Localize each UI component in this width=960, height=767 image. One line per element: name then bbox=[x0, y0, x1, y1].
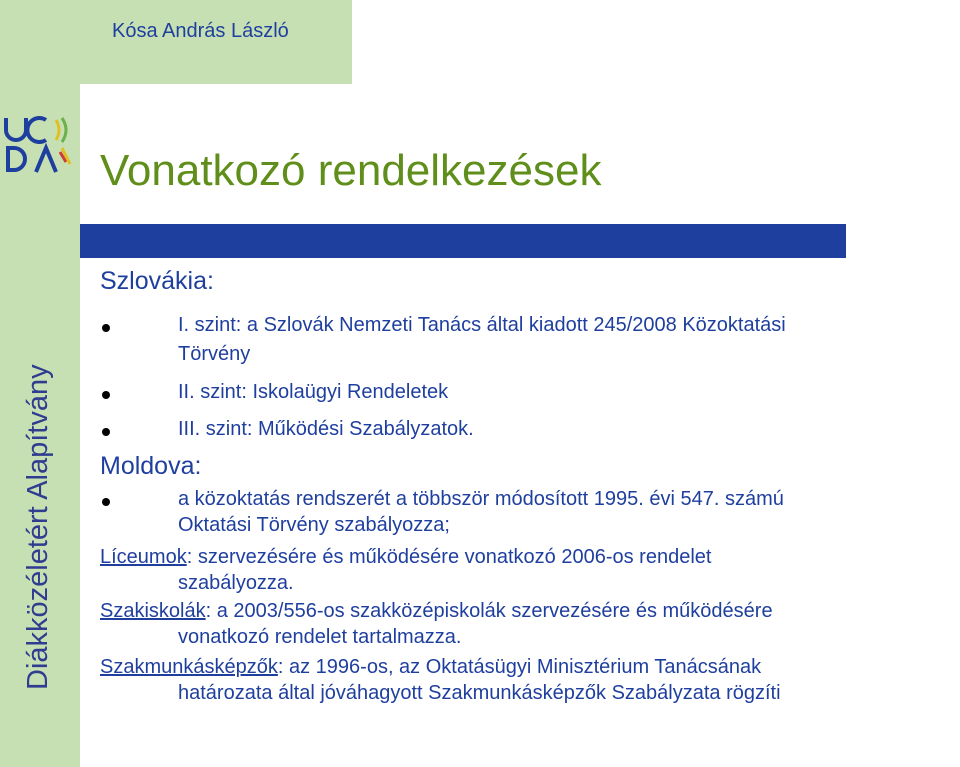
list-item-line: I. szint: a Szlovák Nemzeti Tanács által kiadott 245/2008 Közoktatási bbox=[178, 314, 786, 336]
definition-line-cont: szabályozza. bbox=[178, 572, 294, 594]
term-szakmunkaskepzok: Szakmunkásképzők bbox=[100, 656, 278, 678]
list-item-line: II. szint: Iskolaügyi Rendeletek bbox=[178, 381, 449, 403]
section-heading-moldova: Moldova: bbox=[100, 452, 202, 480]
term-liceumok: Líceumok bbox=[100, 546, 187, 568]
list-item-line: III. szint: Működési Szabályzatok. bbox=[178, 418, 474, 440]
bullet-icon bbox=[102, 324, 110, 332]
section-heading-slovakia: Szlovákia: bbox=[100, 267, 214, 295]
definition-line: Szakmunkásképzők: az 1996-os, az Oktatásügyi Minisztérium Tanácsának bbox=[100, 656, 762, 678]
list-item-line: Oktatási Törvény szabályozza; bbox=[178, 514, 450, 536]
definition-line: Szakiskolák: a 2003/556-os szakközépiskolák szervezésére és működésére bbox=[100, 600, 773, 622]
bullet-icon bbox=[102, 391, 110, 399]
page-title: Vonatkozó rendelkezések bbox=[100, 146, 602, 195]
definition-line-cont: határozata által jóváhagyott Szakmunkásképzők Szabályzata rögzíti bbox=[178, 682, 781, 704]
definition-line: Líceumok: szervezésére és működésére vonatkozó 2006-os rendelet bbox=[100, 546, 712, 568]
list-item-line: a közoktatás rendszerét a többször módosított 1995. évi 547. számú bbox=[178, 488, 784, 510]
author-name: Kósa András László bbox=[112, 20, 289, 42]
definition-line-cont: vonatkozó rendelet tartalmazza. bbox=[178, 626, 462, 648]
bullet-icon bbox=[102, 498, 110, 506]
list-item-line: Törvény bbox=[178, 343, 251, 365]
bullet-icon bbox=[102, 428, 110, 436]
vertical-foundation-name: Diákközéletért Alapítvány bbox=[22, 364, 54, 690]
term-szakiskolak: Szakiskolák bbox=[100, 600, 206, 622]
